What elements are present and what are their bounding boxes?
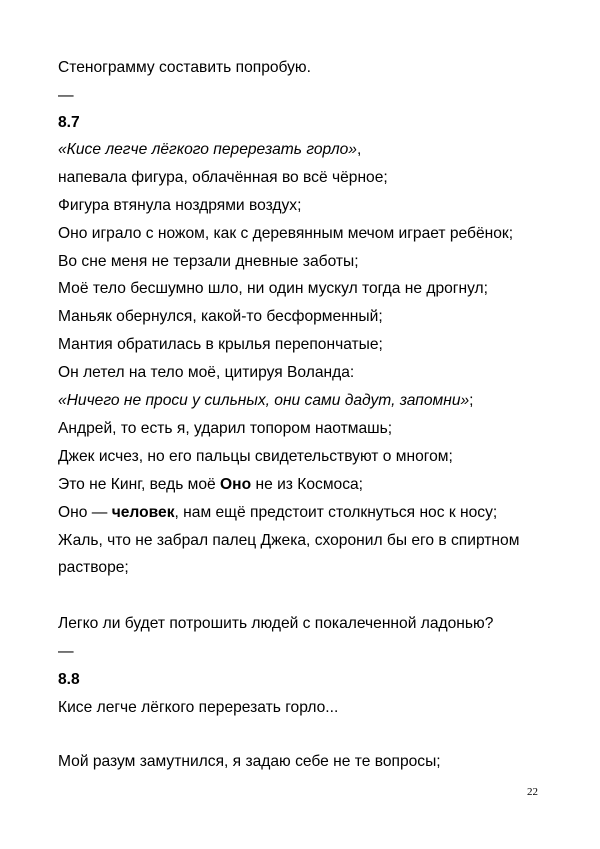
quote-punct: , <box>356 141 362 158</box>
quote-text: «Кисе легче лёгкого перерезать горло» <box>58 141 357 158</box>
text-line: Андрей, то есть я, ударил топором наотмашь; <box>58 420 393 437</box>
text-line: Легко ли будет потрошить людей с покалеченной ладонью? <box>58 615 494 632</box>
text-fragment: не из Космоса; <box>251 476 364 493</box>
quote-line <box>58 391 474 411</box>
text-line: Мой разум замутнился, я задаю себе не те вопросы; <box>58 753 441 770</box>
quote-line <box>58 140 361 160</box>
text-line: Мантия обратилась в крылья перепончатые; <box>58 336 383 353</box>
section-dash: — <box>58 87 74 104</box>
section-heading-8-7: 8.7 <box>58 114 80 131</box>
text-line: напевала фигура, облачённая во всё чёрное; <box>58 169 388 186</box>
quote-punct: ; <box>469 392 474 409</box>
text-line: Оно играло с ножом, как с деревянным мечом играет ребёнок; <box>58 225 514 242</box>
section-heading-8-8: 8.8 <box>58 671 80 688</box>
section-dash: — <box>58 643 74 660</box>
text-line: растворе; <box>58 559 129 576</box>
text-line: Джек исчез, но его пальцы свидетельствуют о многом; <box>58 448 453 465</box>
text-line-intro: Стенограмму составить попробую. <box>58 59 311 76</box>
quote-text: «Ничего не проси у сильных, они сами дадут, запомни» <box>58 392 470 409</box>
page-number: 22 <box>527 786 538 798</box>
text-line: Он летел на тело моё, цитируя Воланда: <box>58 364 355 381</box>
text-fragment: Это не Кинг, ведь моё <box>58 476 221 493</box>
text-line <box>58 475 363 495</box>
text-fragment: Оно — <box>58 504 112 521</box>
text-line: Фигура втянула ноздрями воздух; <box>58 197 302 214</box>
bold-word: Оно <box>220 476 252 493</box>
bold-word: человек <box>111 504 175 521</box>
text-line: Маньяк обернулся, какой-то бесформенный; <box>58 308 383 325</box>
text-line: Кисе легче лёгкого перерезать горло... <box>58 699 339 716</box>
text-fragment: , нам ещё предстоит столкнуться нос к носу; <box>174 504 498 521</box>
text-line <box>58 503 497 523</box>
text-line: Моё тело бесшумно шло, ни один мускул тогда не дрогнул; <box>58 280 488 297</box>
text-line: Жаль, что не забрал палец Джека, схоронил бы его в спиртном <box>58 532 520 549</box>
text-line: Во сне меня не терзали дневные заботы; <box>58 253 359 270</box>
